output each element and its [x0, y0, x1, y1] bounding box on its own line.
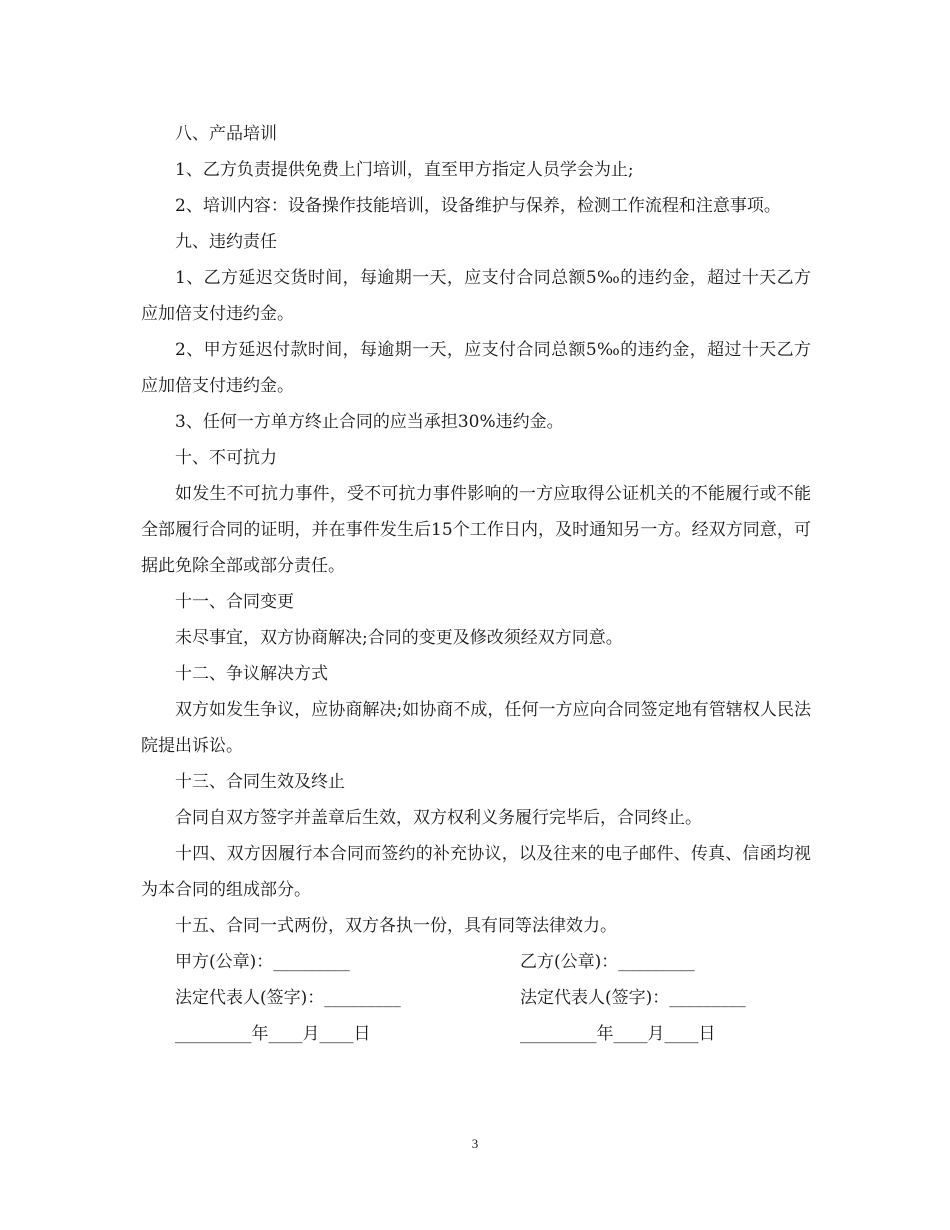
section-heading-amendment: 十一、合同变更: [175, 592, 294, 612]
party-b-seal: 乙方(公章)：_________: [520, 952, 695, 972]
clause-breach-3: 3、任何一方单方终止合同的应当承担30%违约金。: [175, 412, 564, 432]
section-heading-effect: 十三、合同生效及终止: [175, 772, 345, 792]
party-b-date: _________年____月____日: [520, 1024, 716, 1044]
signature-row-date: [141, 1016, 811, 1052]
section-heading-dispute: 十二、争议解决方式: [175, 664, 328, 684]
clause-dispute: 双方如发生争议，应协商解决;如协商不成，任何一方应向合同签定地有管辖权人民法院提出诉讼。: [141, 700, 811, 756]
clause-training-2: 2、培训内容：设备操作技能培训，设备维护与保养，检测工作流程和注意事项。: [175, 196, 781, 216]
page-number: 3: [471, 1136, 479, 1151]
clause-force-majeure: 如发生不可抗力事件，受不可抗力事件影响的一方应取得公证机关的不能履行或不能全部履行合同的证明，并在事件发生后15个工作日内，及时通知另一方。经双方同意，可据此免除全部或部分责任。: [141, 484, 811, 576]
clause-effect: 合同自双方签字并盖章后生效，双方权利义务履行完毕后，合同终止。: [175, 808, 702, 828]
clause-breach-2: 2、甲方延迟付款时间，每逾期一天，应支付合同总额5‰的违约金，超过十天乙方应加倍支付违约金。: [141, 340, 811, 396]
clause-supplementary: 十四、双方因履行本合同而签约的补充协议，以及往来的电子邮件、传真、信函均视为本合同的组成部分。: [141, 844, 811, 900]
clause-amendment: 未尽事宜，双方协商解决;合同的变更及修改须经双方同意。: [175, 628, 623, 648]
section-heading-training: 八、产品培训: [175, 124, 277, 144]
section-heading-force-majeure: 十、不可抗力: [175, 448, 277, 468]
party-a-date: _________年____月____日: [175, 1024, 371, 1044]
clause-training-1: 1、乙方负责提供免费上门培训，直至甲方指定人员学会为止;: [175, 160, 634, 180]
contract-body: [141, 116, 811, 1052]
clause-copies: 十五、合同一式两份，双方各执一份，具有同等法律效力。: [175, 916, 617, 936]
signature-row-representative: [141, 980, 811, 1016]
signature-block: [141, 944, 811, 1052]
clause-breach-1: 1、乙方延迟交货时间，每逾期一天，应支付合同总额5‰的违约金，超过十天乙方应加倍支付违约金。: [141, 268, 811, 324]
signature-row-seal: [141, 944, 811, 980]
party-a-representative: 法定代表人(签字)：_________: [175, 988, 401, 1008]
party-b-representative: 法定代表人(签字)：_________: [520, 988, 746, 1008]
party-a-seal: 甲方(公章)：_________: [175, 952, 350, 972]
section-heading-breach: 九、违约责任: [175, 232, 277, 252]
